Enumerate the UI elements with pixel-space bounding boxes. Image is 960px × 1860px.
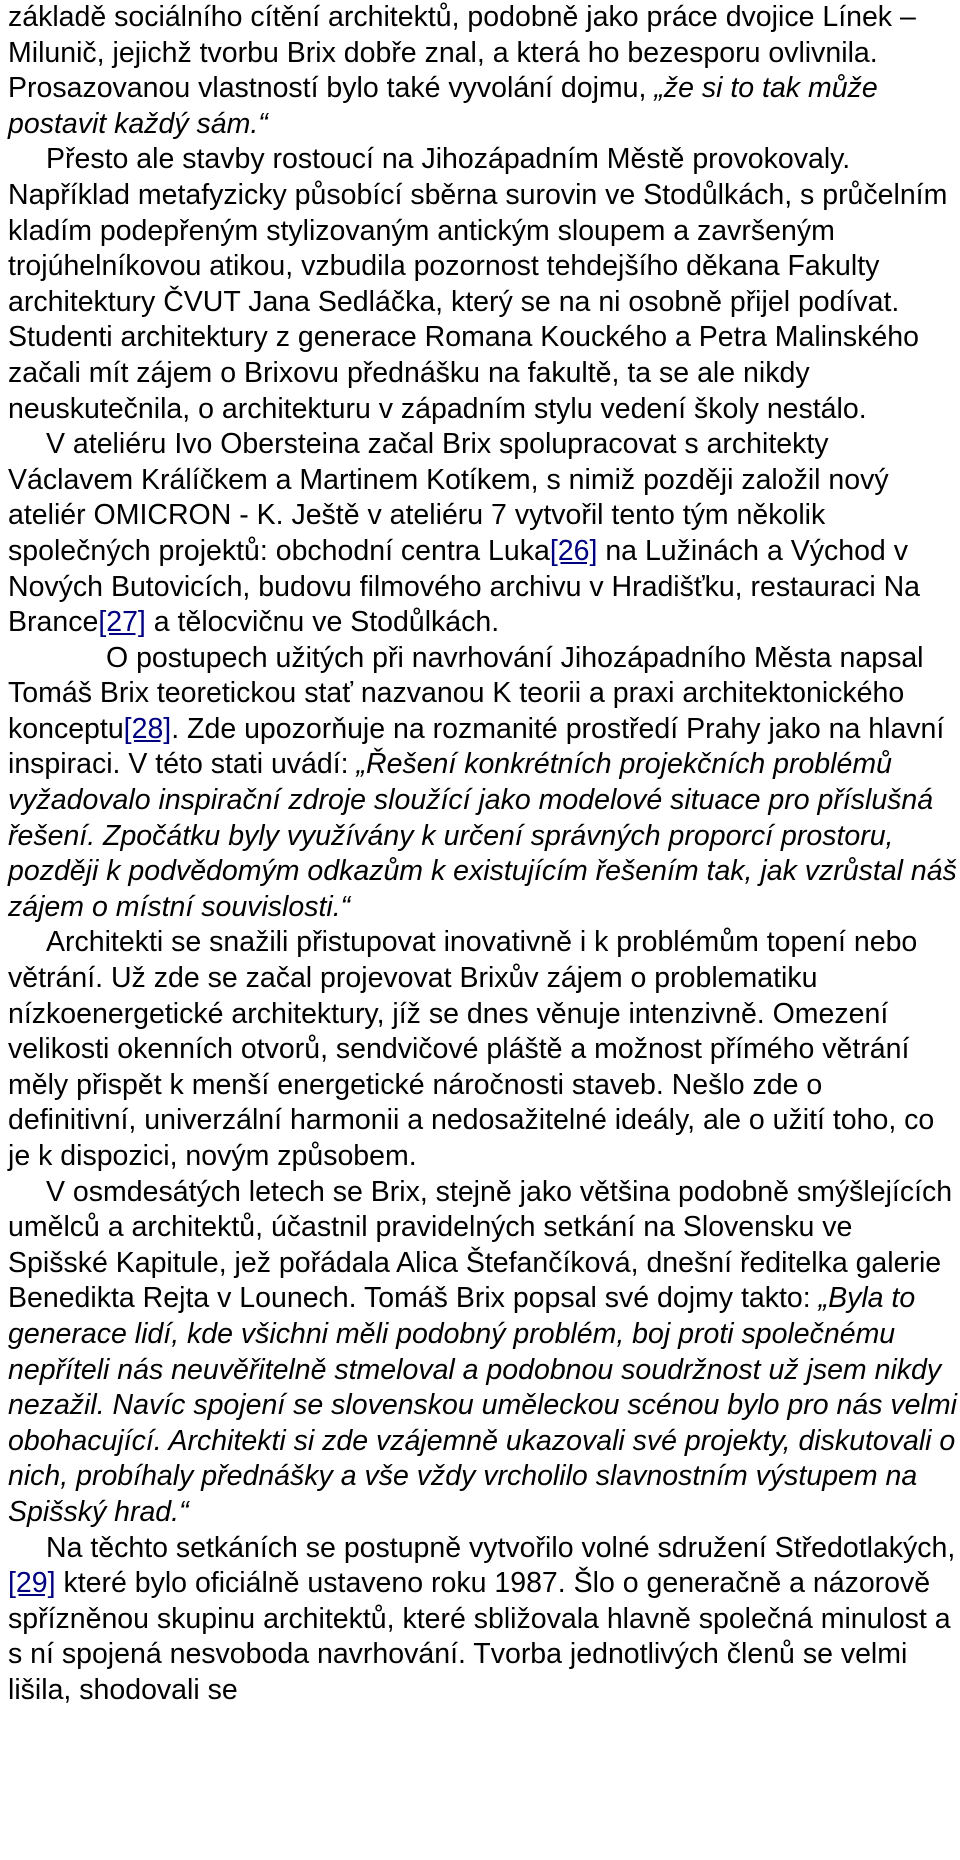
italic-quotation: „že si to tak může postavit každý sám.“ (8, 72, 878, 140)
paragraph (8, 427, 958, 641)
document-body (8, 0, 958, 1709)
paragraph-text: Na těchto setkáních se postupně vytvořilo volné sdružení Středotlakých, (46, 1531, 956, 1564)
paragraph (8, 925, 958, 1174)
footnote-reference-link[interactable]: [28] (123, 712, 172, 745)
paragraph-text: . Zde upozorňuje na rozmanité prostředí Prahy jako na hlavní inspiraci. V této stati uvádí: (8, 712, 945, 781)
paragraph-text: a tělocvičnu ve Stodůlkách. (145, 606, 500, 639)
paragraph-text: Architekti se snažili přistupovat inovativně i k problémům topení nebo větrání. Už zde se začal projevovat Brixův zájem o problematiku nízkoenergetické architektury, jíž se dnes věnuje intenzivně. Omezení velikosti okenních otvorů, sendvičové pláště a možnost přímého větrání měly přispět k menší energetické náročnosti staveb. Nešlo zde o definitivní, univerzální harmonii a nedosažitelné ideály, ale o užití toho, co je k dispozici, novým způsobem. (8, 926, 935, 1172)
paragraph (8, 1531, 958, 1709)
italic-quotation: „Byla to generace lidí, kde všichni měli podobný problém, boj proti společnému nepříteli nás neuvěřitelně stmeloval a podobnou soudržnost už jsem nikdy nezažil. Navíc spojení se slovenskou uměleckou scénou bylo pro nás velmi obohacující. Architekti si zde vzájemně ukazovali své projekty, diskutovali o nich, probíhaly přednášky a vše vždy vrcholilo slavnostním výstupem na Spišský hrad.“ (8, 1282, 957, 1528)
paragraph-text: na Lužinách a Východ v Nových Butovicích, budovu filmového archivu v Hradišťku, restauraci Na Brance (8, 534, 920, 639)
paragraph-text: V ateliéru Ivo Obersteina začal Brix spolupracovat s architekty Václavem Králíčkem a Martinem Kotíkem, s nimiž později založil nový ateliér OMICRON - K. Ještě v ateliéru 7 vytvořil tento tým několik společných projektů: obchodní centra Luka (8, 428, 889, 567)
footnote-reference-link[interactable]: [29] (8, 1567, 56, 1600)
paragraph-text: základě sociálního cítění architektů, podobně jako práce dvojice Línek – Milunič, jejichž tvorbu Brix dobře znal, a která ho bezesporu ovlivnila. Prosazovanou vlastností bylo také vyvolání dojmu, (8, 1, 916, 105)
paragraph (8, 1175, 958, 1531)
paragraph (8, 0, 958, 142)
paragraph-text: Přesto ale stavby rostoucí na Jihozápadním Městě provokovaly. Například metafyzicky působící sběrna surovin ve Stodůlkách, s průčelním kladím podepřeným stylizovaným antickým sloupem a završeným trojúhelníkovou atikou, vzbudila pozornost tehdejšího děkana Fakulty architektury ČVUT Jana Sedláčka, který se na ni osobně přijel podívat. Studenti architektury z generace Romana Kouckého a Petra Malinského začali mít zájem o Brixovu přednášku na fakultě, ta se ale nikdy neuskutečnila, o architekturu v západním stylu vedení školy nestálo. (8, 143, 948, 425)
paragraph-text: V osmdesátých letech se Brix, stejně jako většina podobně smýšlejících umělců a architektů, účastnil pravidelných setkání na Slovensku ve Spišské Kapitule, jež pořádala Alica Štefančíková, dnešní ředitelka galerie Benedikta Rejta v Lounech. Tomáš Brix popsal své dojmy takto: (8, 1175, 953, 1315)
paragraph-text: které bylo oficiálně ustaveno roku 1987. Šlo o generačně a názorově spřízněnou skupinu architektů, které sbližovala hlavně společná minulost a s ní spojená nesvoboda navrhování. Tvorba jednotlivých členů se velmi lišila, shodovali se (8, 1567, 951, 1706)
italic-quotation: „Řešení konkrétních projekčních problémů vyžadovalo inspirační zdroje sloužící jako modelové situace pro příslušná řešení. Zpočátku byly využívány k určení správných proporcí prostoru, později k podvědomým odkazům k existujícím řešením tak, jak vzrůstal náš zájem o místní souvislosti.“ (8, 748, 957, 923)
footnote-reference-link[interactable]: [27] (98, 606, 146, 639)
paragraph (8, 142, 958, 427)
footnote-reference-link[interactable]: [26] (549, 534, 598, 567)
paragraph (8, 641, 958, 926)
paragraph-text: O postupech užitých při navrhování Jihozápadního Města napsal Tomáš Brix teoretickou stať nazvanou K teorii a praxi architektonického konceptu (8, 641, 924, 745)
